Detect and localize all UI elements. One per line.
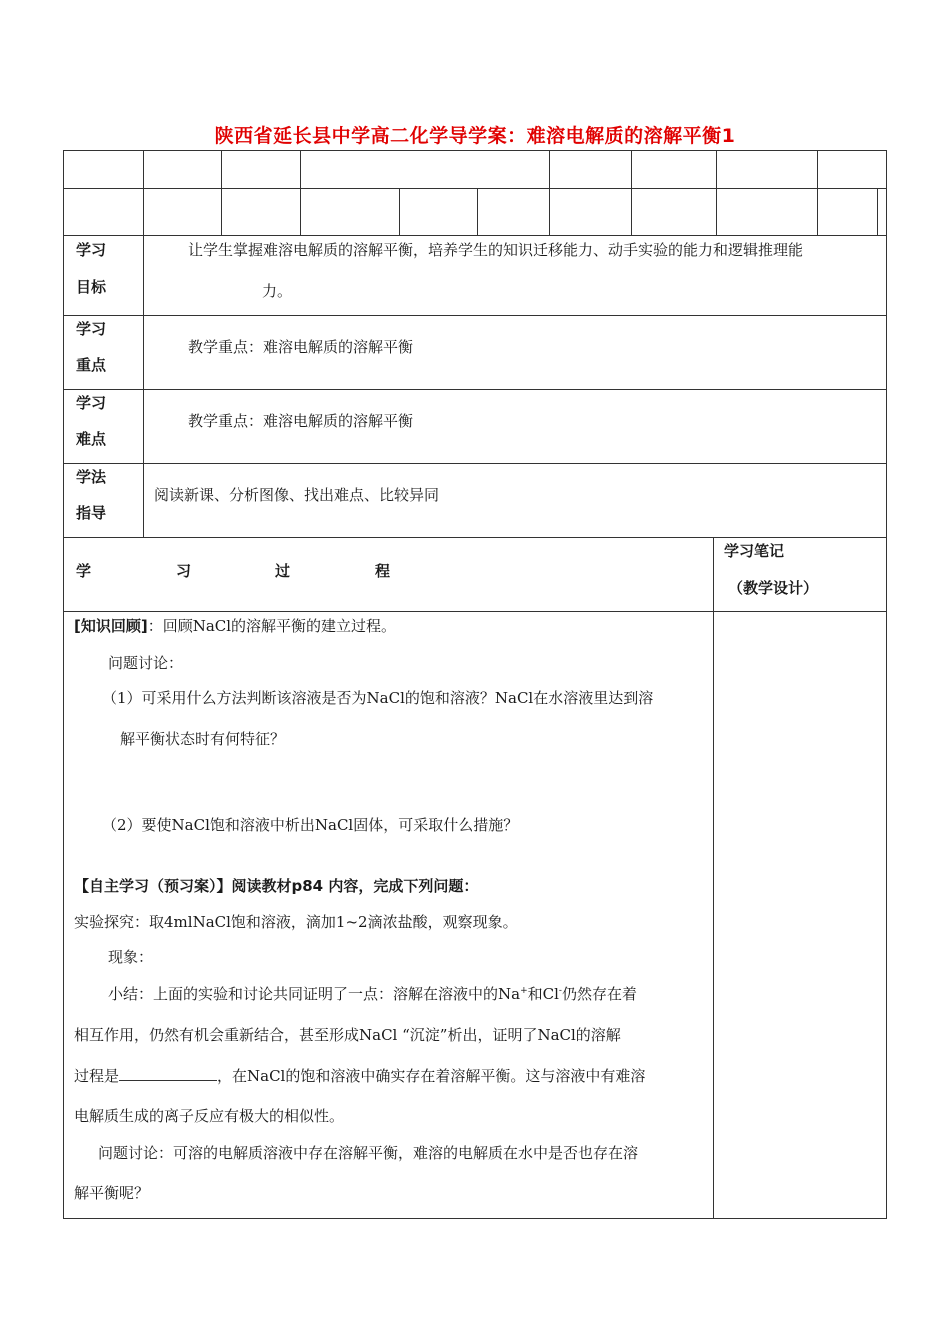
summary-part-b: 和Cl — [527, 985, 559, 1003]
difficulty-label-2: 难点 — [76, 430, 107, 448]
summary-line2: 相互作用，仍然有机会重新结合，甚至形成NaCl “沉淀”析出，证明了NaCl的溶解 — [74, 1026, 621, 1044]
key-label-2: 重点 — [76, 356, 107, 374]
key-label-1: 学习 — [76, 320, 107, 338]
experiment-text: 实验探究：取4mlNaCl饱和溶液，滴加1~2滴浓盐酸，观察现象。 — [74, 913, 518, 931]
question-1-line1: （1）可采用什么方法判断该溶液是否为NaCl的饱和溶液？NaCl在水溶液里达到溶 — [102, 689, 654, 707]
review-tag: [知识回顾] — [74, 617, 148, 635]
process-char-2: 习 — [176, 562, 192, 580]
discuss-2-line1: 问题讨论：可溶的电解质溶液中存在溶解平衡，难溶的电解质在水中是否也存在溶 — [98, 1144, 639, 1162]
difficulty-label-1: 学习 — [76, 394, 107, 412]
notes-heading: 学习笔记 — [724, 542, 785, 560]
method-label-2: 指导 — [76, 504, 107, 522]
phenomenon-label: 现象： — [108, 948, 154, 966]
key-text: 教学重点：难溶电解质的溶解平衡 — [188, 338, 414, 356]
review-line — [74, 616, 396, 636]
sodium-charge: + — [520, 986, 528, 996]
process-char-4: 程 — [375, 562, 391, 580]
process-char-1: 学 — [76, 562, 92, 580]
goal-text-line2: 力。 — [262, 282, 293, 300]
question-1-line2: 解平衡状态时有何特征？ — [120, 730, 286, 748]
summary-line3-end: ，在NaCl的饱和溶液中确实存在着溶解平衡。这与溶液中有难溶 — [217, 1067, 646, 1085]
summary-line4: 电解质生成的离子反应有极大的相似性。 — [74, 1107, 345, 1125]
summary-part-c: 仍然存在着 — [561, 985, 637, 1003]
goal-text-line1: 让学生掌握难溶电解质的溶解平衡，培养学生的知识迁移能力、动手实验的能力和逻辑推理能 — [188, 241, 804, 259]
review-text: ：回顾NaCl的溶解平衡的建立过程。 — [147, 617, 397, 635]
summary-line3 — [74, 1066, 645, 1086]
summary-part-a: 小结：上面的实验和讨论共同证明了一点：溶解在溶液中的Na — [108, 985, 521, 1003]
page-title: 陕西省延长县中学高二化学导学案：难溶电解质的溶解平衡1 — [214, 125, 736, 147]
discuss-label: 问题讨论： — [108, 654, 184, 672]
discuss-2-line2: 解平衡呢？ — [74, 1184, 150, 1202]
goal-label-1: 学习 — [76, 241, 107, 259]
summary-line1 — [108, 984, 637, 1004]
method-text: 阅读新课、分析图像、找出难点、比较异同 — [154, 486, 440, 504]
answer-blank[interactable] — [119, 1066, 217, 1081]
method-label-1: 学法 — [76, 468, 107, 486]
process-char-3: 过 — [275, 562, 291, 580]
difficulty-text: 教学重点：难溶电解质的溶解平衡 — [188, 412, 414, 430]
summary-line3-start: 过程是 — [74, 1067, 120, 1085]
chloride-charge: - — [558, 986, 562, 996]
question-2: （2）要使NaCl饱和溶液中析出NaCl固体，可采取什么措施？ — [102, 816, 519, 834]
self-study-heading: 【自主学习（预习案）】阅读教材p84 内容，完成下列问题： — [74, 877, 479, 895]
notes-subheading: （教学设计） — [728, 579, 819, 597]
goal-label-2: 目标 — [76, 278, 107, 296]
